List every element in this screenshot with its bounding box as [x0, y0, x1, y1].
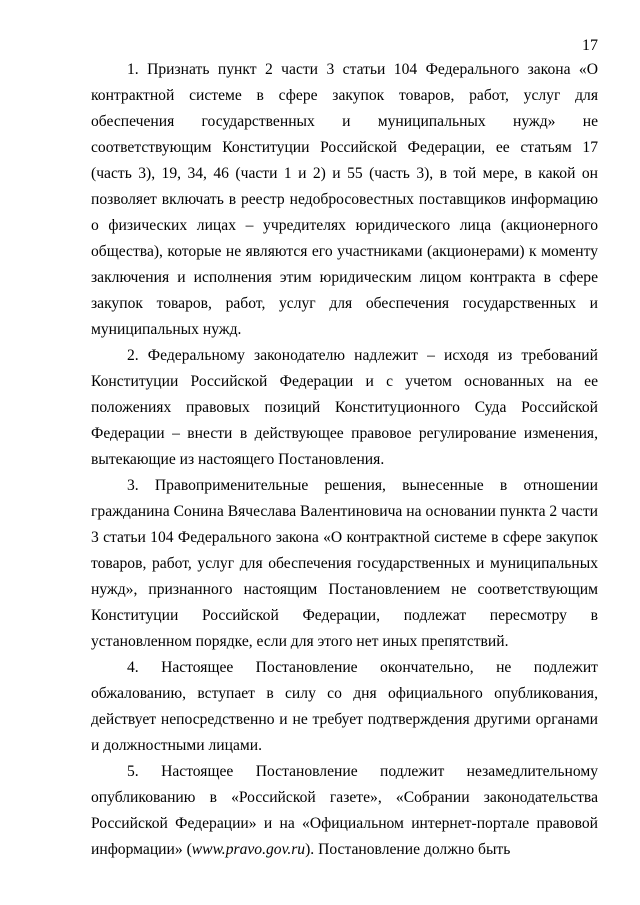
document-body [91, 57, 598, 863]
paragraph-5-text: 5. Настоящее Постановление подлежит незамедлительному опубликованию в «Российской газете», «Собрании законодательства Российской Федерации» и на «Официальном интернет-портале правовой информации» ( [91, 763, 598, 858]
paragraph-1: 1. Признать пункт 2 части 3 статьи 104 Федерального закона «О контрактной системе в сфере закупок товаров, работ, услуг для обеспечения государственных и муниципальных нужд» не соответствующим Конституции Российской Федерации, ее статьям 17 (часть 3), 19, 34, 46 (части 1 и 2) и 55 (часть 3), в той мере, в какой он позволяет включать в реестр недобросовестных поставщиков информацию о физических лицах – учредителях юридического лица (акционерного общества), которые не являются его участниками (акционерами) к моменту заключения и исполнения этим юридическим лицом контракта в сфере закупок товаров, работ, услуг для обеспечения государственных и муниципальных нужд. [91, 61, 598, 338]
paragraph-2: 2. Федеральному законодателю надлежит – исходя из требований Конституции Российской Федерации и с учетом основанных на ее положениях правовых позиций Конституционного Суда Российской Федерации – внести в действующее правовое регулирование изменения, вытекающие из настоящего Постановления. [91, 347, 598, 468]
page-number: 17 [582, 37, 598, 54]
paragraph-5-tail: ). Постановление должно быть [305, 841, 511, 858]
paragraph-4: 4. Настоящее Постановление окончательно, не подлежит обжалованию, вступает в силу со дня официального опубликования, действует непосредственно и не требует подтверждения другими органами и должностными лицами. [91, 659, 598, 754]
paragraph-5 [91, 759, 598, 863]
pravo-website-reference: www.pravo.gov.ru [191, 841, 306, 858]
paragraph-3: 3. Правоприменительные решения, вынесенные в отношении гражданина Сонина Вячеслава Валентиновича на основании пункта 2 части 3 статьи 104 Федерального закона «О контрактной системе в сфере закупок товаров, работ, услуг для обеспечения государственных и муниципальных нужд», признанного настоящим Постановлением не соответствующим Конституции Российской Федерации, подлежат пересмотру в установленном порядке, если для этого нет иных препятствий. [91, 477, 598, 650]
